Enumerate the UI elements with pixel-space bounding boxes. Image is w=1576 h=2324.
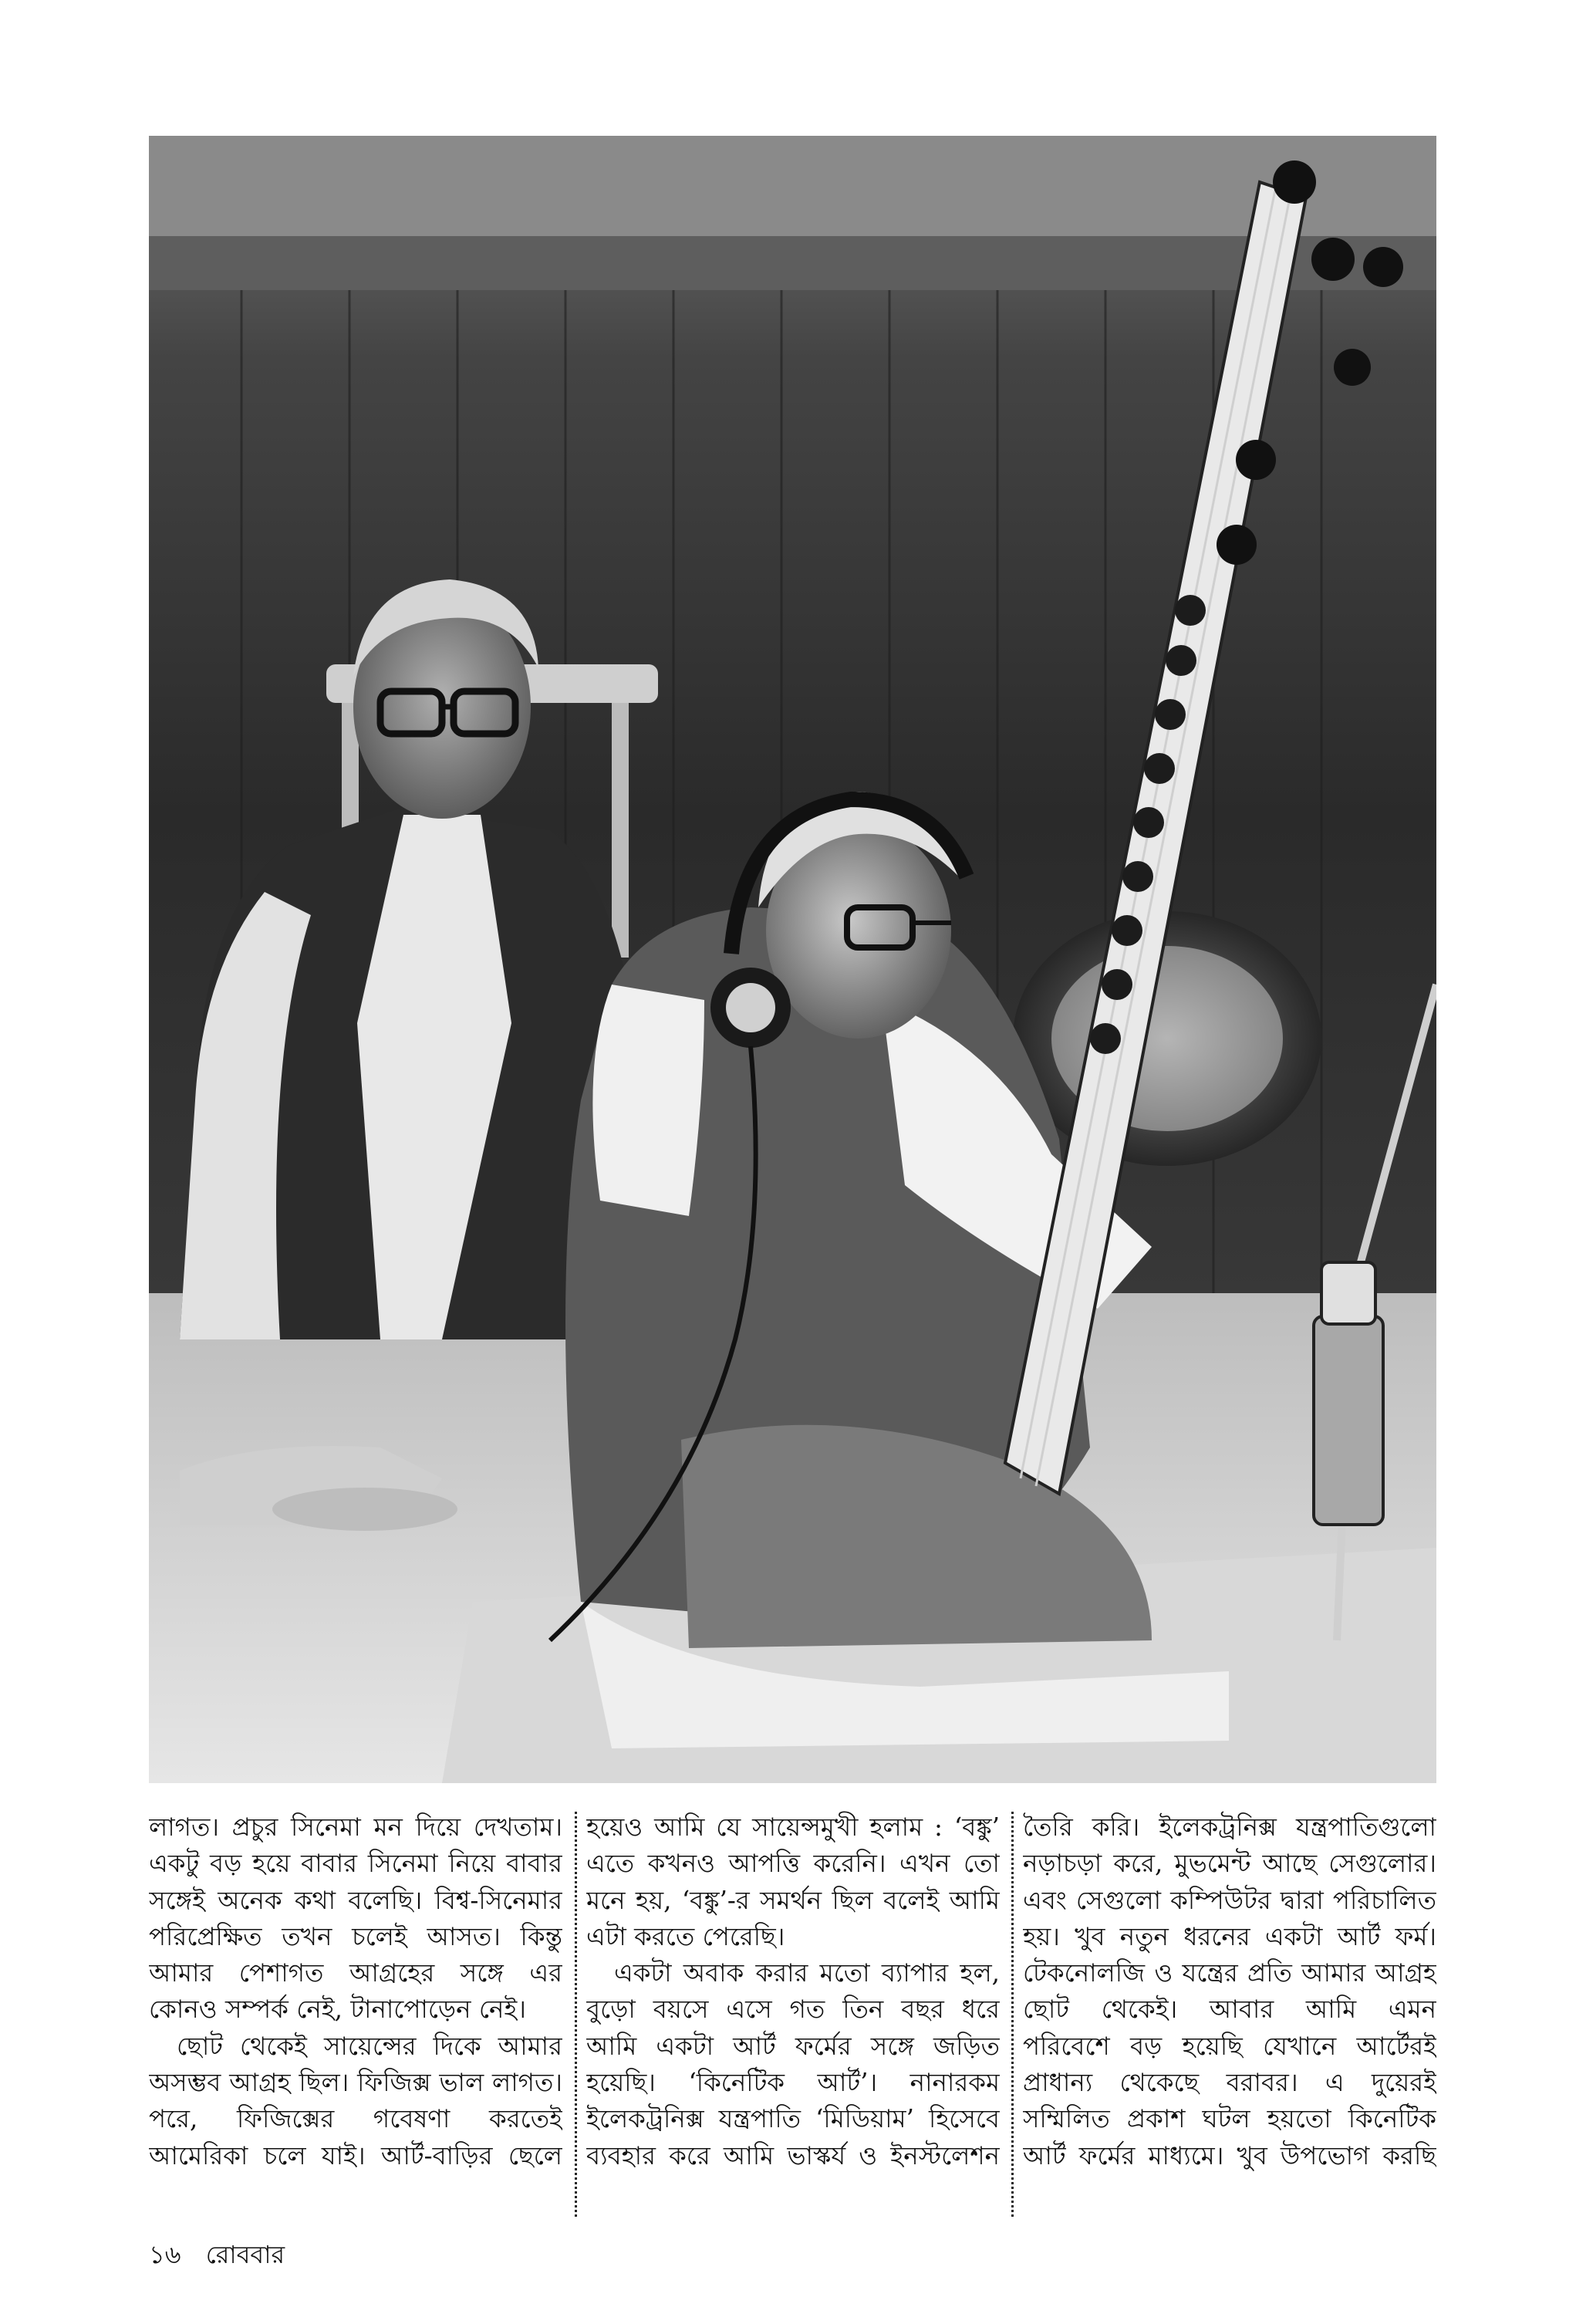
article-line: আর্ট ফর্মের মাধ্যমে। খুব উপভোগ করছি (1023, 2140, 1436, 2170)
page-number: ১৬ (149, 2240, 181, 2269)
article-line: পরে, ফিজিক্সের গবেষণা করতেই (149, 2104, 562, 2134)
article-line: হয়েছি। ‘কিনেটিক আর্ট’। নানারকম (586, 2068, 1000, 2098)
article-line: ব্যবহার করে আমি ভাস্কর্য ও ইনস্টলেশন (586, 2140, 1000, 2170)
article-line: কোনও সম্পর্ক নেই, টানাপোড়েন নেই। (149, 1995, 526, 2025)
article-line: এটা করতে পেরেছি। (586, 1921, 785, 1951)
article-line: হয়। খুব নতুন ধরনের একটা আর্ট ফর্ম। (1023, 1921, 1436, 1951)
article-line: লাগত। প্রচুর সিনেমা মন দিয়ে দেখতাম। (149, 1812, 562, 1842)
article-line: অসম্ভব আগ্রহ ছিল। ফিজিক্স ভাল লাগত। (149, 2068, 562, 2098)
article-line: একটু বড় হয়ে বাবার সিনেমা নিয়ে বাবার (149, 1849, 562, 1879)
article-line: টেকনোলজি ও যন্ত্রের প্রতি আমার আগ্রহ (1023, 1958, 1436, 1988)
article-body (149, 1809, 1436, 2218)
article-line: এতে কখনও আপত্তি করেনি। এখন তো (586, 1849, 1000, 1879)
article-column-2 (586, 1809, 1000, 2218)
photo-musicians-image (149, 136, 1436, 1783)
article-line: সম্মিলিত প্রকাশ ঘটল হয়তো কিনেটিক (1023, 2104, 1436, 2134)
article-line: পরিপ্রেক্ষিত তখন চলেই আসত। কিন্তু (149, 1921, 562, 1951)
article-line: তৈরি করি। ইলেকট্রনিক্স যন্ত্রপাতিগুলো (1023, 1812, 1436, 1842)
article-line: সঙ্গেই অনেক কথা বলেছি। বিশ্ব-সিনেমার (149, 1885, 562, 1915)
article-line: আমেরিকা চলে যাই। আর্ট-বাড়ির ছেলে (149, 2140, 562, 2170)
page-footer (149, 2238, 302, 2272)
article-line: পরিবেশে বড় হয়েছি যেখানে আর্টেরই (1023, 2031, 1436, 2061)
article-line: প্রাধান্য থেকেছে বরাবর। এ দুয়েরই (1023, 2068, 1436, 2098)
article-line: ছোট থেকেই। আবার আমি এমন (1023, 1995, 1436, 2025)
article-line: একটা অবাক করার মতো ব্যাপার হল, (614, 1958, 1000, 1988)
article-line: ইলেকট্রনিক্স যন্ত্রপাতি ‘মিডিয়াম’ হিসেবে (586, 2104, 1000, 2134)
article-line: নড়াচড়া করে, মুভমেন্ট আছে সেগুলোর। (1023, 1849, 1436, 1879)
magazine-name: রোববার (205, 2240, 285, 2269)
article-line: আমার পেশাগত আগ্রহের সঙ্গে এর (149, 1958, 562, 1988)
article-column-3 (1023, 1809, 1436, 2218)
column-divider (1011, 1812, 1014, 2217)
column-divider (575, 1812, 577, 2217)
article-line: হয়েও আমি যে সায়েন্সমুখী হলাম : ‘বঙ্কু’ (586, 1812, 1000, 1842)
article-line: এবং সেগুলো কম্পিউটর দ্বারা পরিচালিত (1023, 1885, 1436, 1915)
article-line: আমি একটা আর্ট ফর্মের সঙ্গে জড়িত (586, 2031, 1000, 2061)
article-line: ছোট থেকেই সায়েন্সের দিকে আমার (177, 2031, 562, 2061)
article-column-1 (149, 1809, 562, 2218)
article-line: বুড়ো বয়সে এসে গত তিন বছর ধরে (586, 1995, 1000, 2025)
article-photo (149, 136, 1436, 1783)
article-line: মনে হয়, ‘বঙ্কু’-র সমর্থন ছিল বলেই আমি (586, 1885, 1000, 1915)
